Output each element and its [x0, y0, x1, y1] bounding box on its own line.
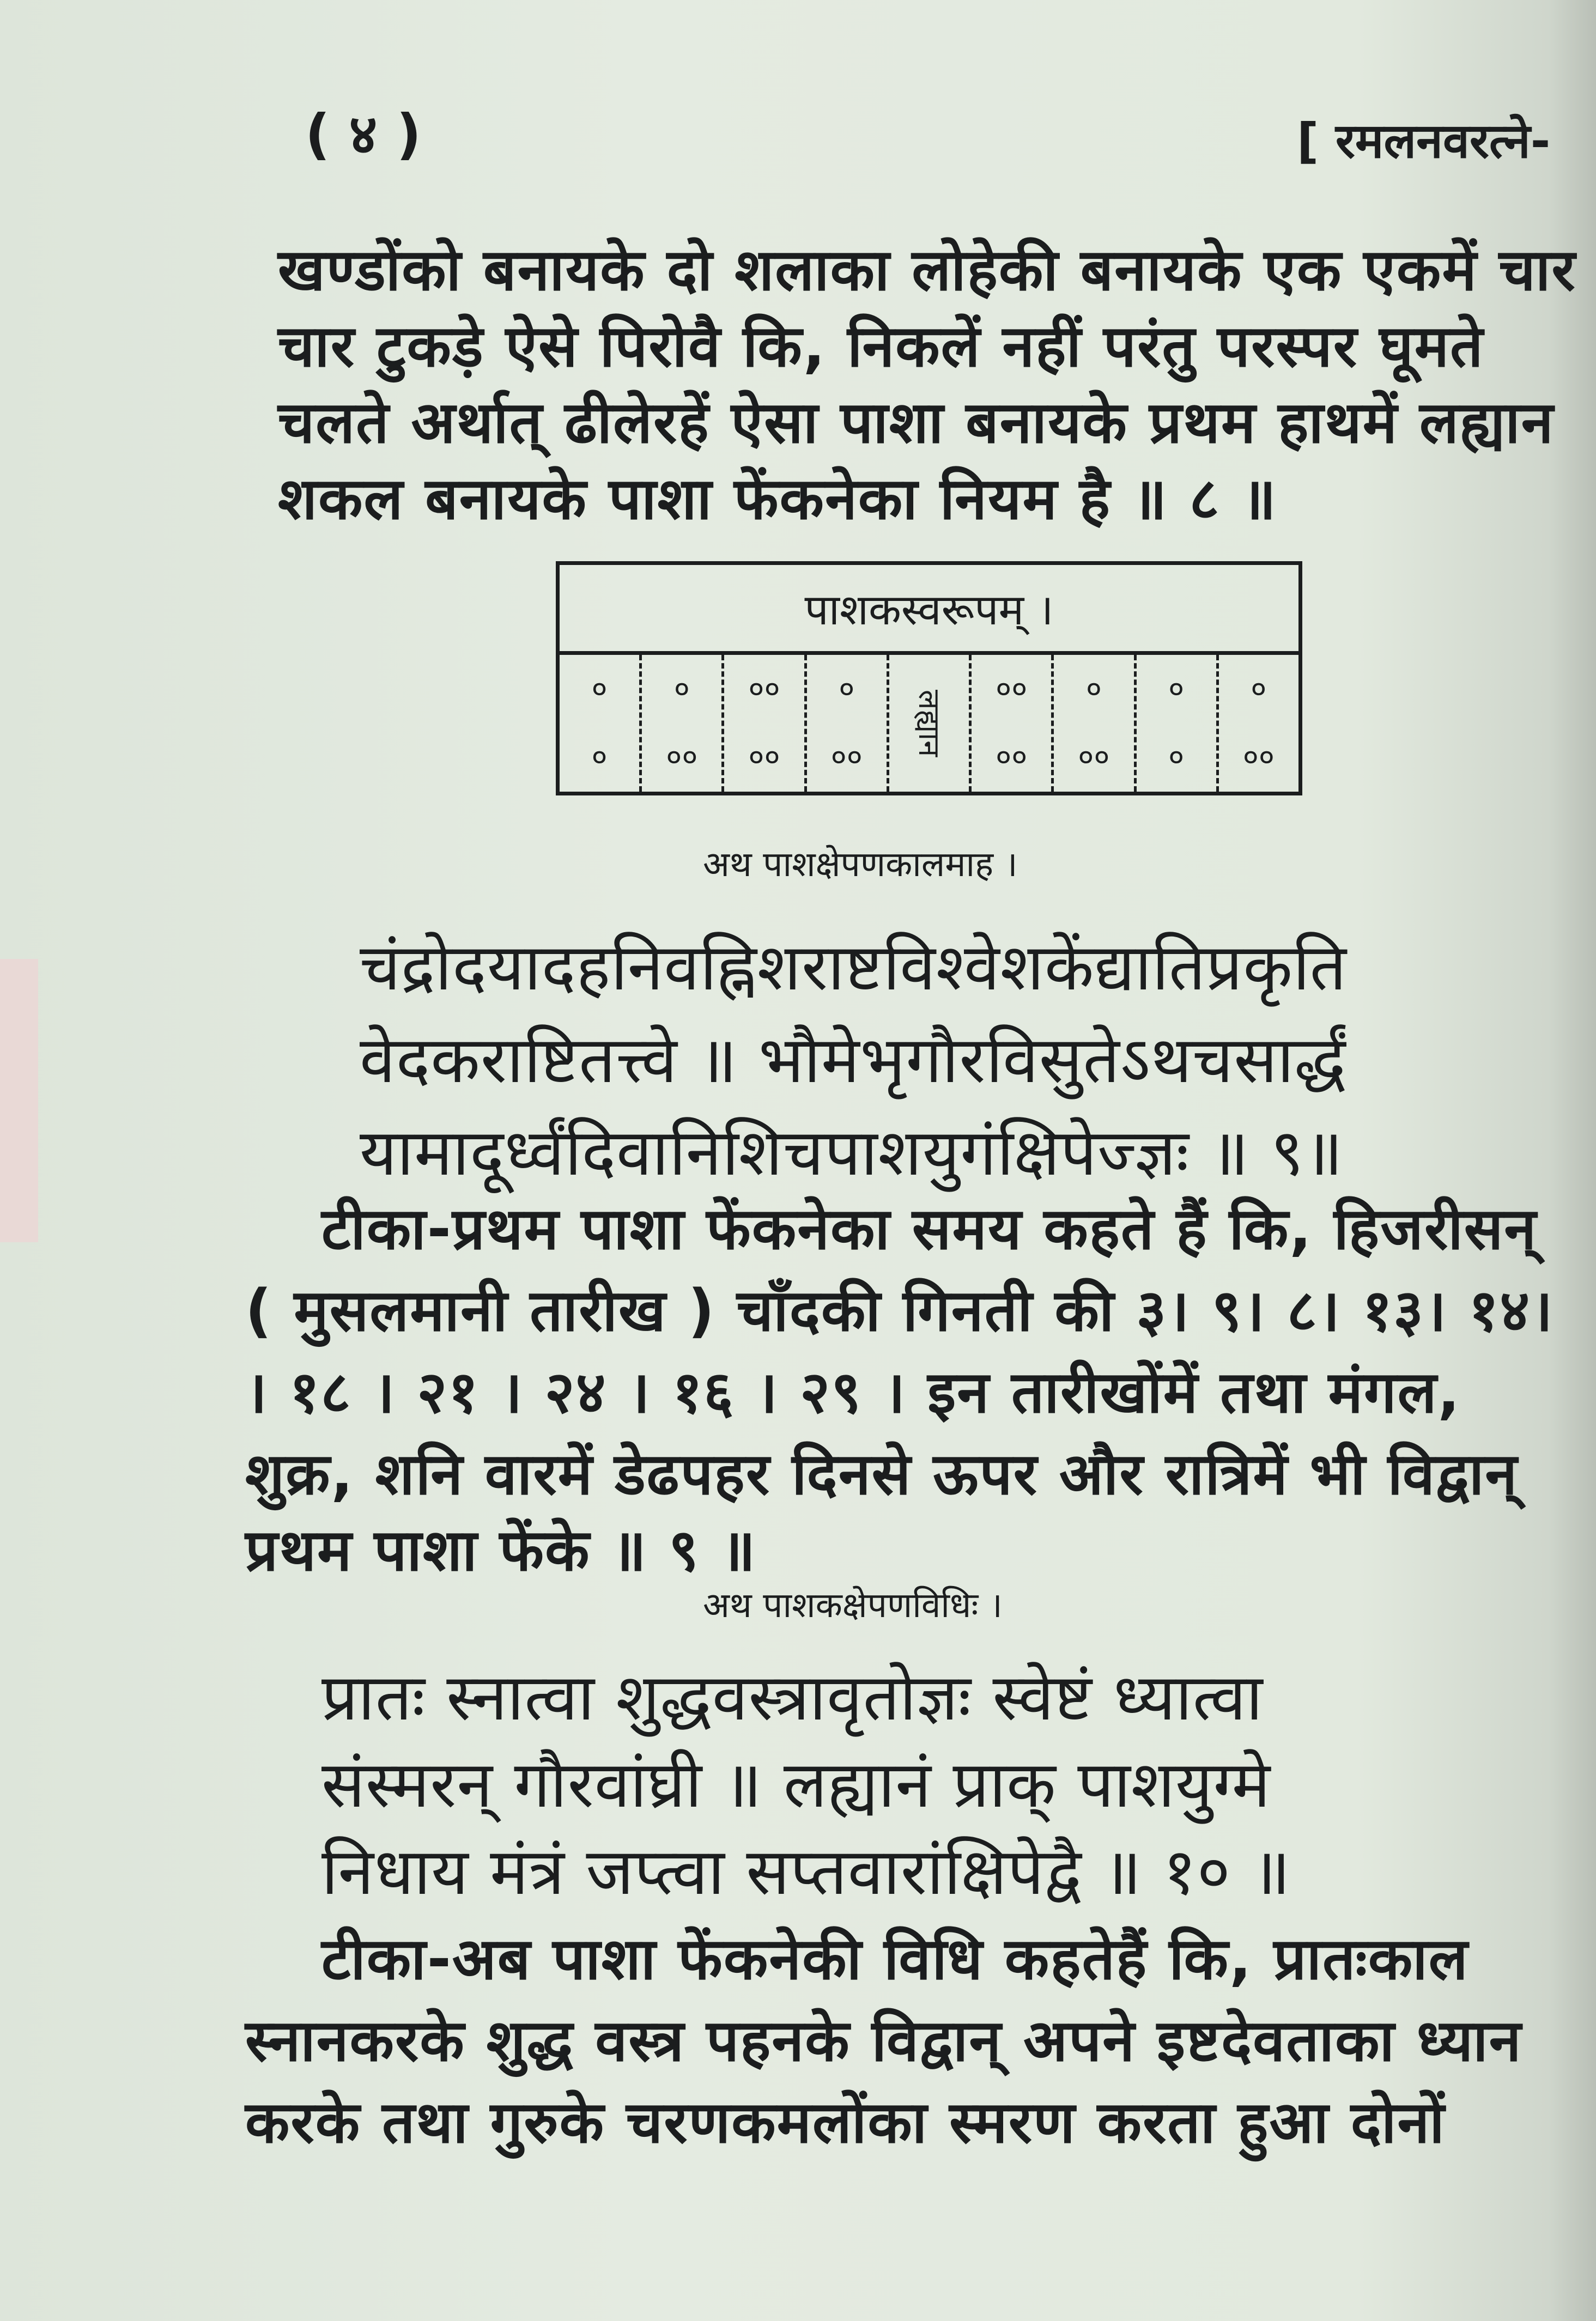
text-line: करके तथा गुरुके चरणकमलोंका स्मरण करता हुआ दोनों	[245, 2089, 1446, 2156]
cell-vertical-label: लह्यान	[912, 689, 946, 757]
table-cell-lahyan	[889, 655, 972, 792]
cell-bottom-dots: ०	[1168, 739, 1185, 775]
cell-top-dots: ००	[748, 671, 780, 707]
table-row	[560, 655, 1298, 792]
cell-top-dots: ०	[1168, 671, 1185, 707]
verse-line: निधाय मंत्रं जप्त्वा सप्तवारांक्षिपेद्वै ॥ १० ॥	[321, 1834, 1291, 1909]
table-cell	[1054, 655, 1136, 792]
table-cell	[972, 655, 1054, 792]
running-head: [ रमलनवरत्ने-	[1297, 113, 1551, 169]
text-line: चार टुकड़े ऐसे पिरोवै कि, निकलें नहीं परंतु परस्पर घूमते	[278, 313, 1484, 380]
page-number: ( ४ )	[305, 102, 422, 166]
text-line: टीका-प्रथम पाशा फेंकनेका समय कहते हैं कि, हिजरीसन्	[321, 1195, 1538, 1262]
text-line: चलते अर्थात् ढीलेरहें ऐसा पाशा बनायके प्रथम हाथमें लह्यान	[278, 389, 1555, 456]
cell-top-dots: ०	[1085, 671, 1102, 707]
text-line: शुक्र, शनि वारमें डेढपहर दिनसे ऊपर और रात्रिमें भी विद्वान्	[245, 1441, 1519, 1508]
table-cell	[560, 655, 642, 792]
verse-line: प्रातः स्नात्वा शुद्धवस्त्रावृतोज्ञः स्वेष्टं ध्यात्वा	[321, 1660, 1264, 1735]
cell-top-dots: ०	[591, 671, 608, 707]
cell-bottom-dots: ००	[996, 739, 1028, 775]
verse-line: चंद्रोदयादहनिवह्निशराष्टविश्वेशकेंद्यातिप्रकृति	[360, 929, 1347, 1005]
text-line: प्रथम पाशा फेंके ॥ ९ ॥	[245, 1517, 757, 1584]
cell-top-dots: ०	[839, 671, 855, 707]
cell-top-dots: ०	[673, 671, 690, 707]
section-heading: अथ पाशक्षेपणकालमाह ।	[703, 844, 1018, 885]
text-line: शकल बनायके पाशा फेंकनेका नियम है ॥ ८ ॥	[278, 465, 1277, 532]
table-cell	[642, 655, 724, 792]
text-line: । १८ । २१ । २४ । १६ । २९ । इन तारीखोंमें तथा मंगल,	[245, 1359, 1461, 1426]
verse-line: संस्मरन् गौरवांघ्री ॥ लह्यानं प्राक् पाशयुग्मे	[321, 1747, 1271, 1822]
cell-bottom-dots: ००	[1078, 739, 1110, 775]
verse-line: वेदकराष्टितत्त्वे ॥ भौमेभृगौरविसुतेऽथचसार्द्धं	[360, 1022, 1346, 1097]
cell-bottom-dots: ००	[666, 739, 698, 775]
pasha-shape-table	[556, 561, 1302, 795]
cell-bottom-dots: ००	[830, 739, 863, 775]
cell-bottom-dots: ००	[748, 739, 780, 775]
section-heading: अथ पाशकक्षेपणविधिः ।	[703, 1585, 1003, 1626]
table-cell	[807, 655, 889, 792]
cell-bottom-dots: ००	[1242, 739, 1275, 775]
verse-line: यामादूर्ध्वंदिवानिशिचपाशयुगंक्षिपेज्ज्ञः ॥ ९॥	[360, 1115, 1344, 1190]
text-line: ( मुसलमानी तारीख ) चाँदकी गिनती की ३। ९। ८। १३। १४।	[245, 1277, 1554, 1344]
table-cell	[1137, 655, 1219, 792]
table-cell	[724, 655, 806, 792]
page-edge-stain	[0, 959, 38, 1242]
cell-top-dots: ००	[996, 671, 1028, 707]
text-line: खण्डोंको बनायके दो शलाका लोहेकी बनायके एक एकमें चार	[278, 236, 1576, 303]
table-title: पाशकस्वरूपम् ।	[560, 565, 1298, 655]
cell-bottom-dots: ०	[591, 739, 608, 775]
text-line: टीका-अब पाशा फेंकनेकी विधि कहतेहैं कि, प्रातःकाल	[321, 1925, 1469, 1992]
cell-top-dots: ०	[1251, 671, 1267, 707]
table-cell	[1219, 655, 1298, 792]
text-line: स्नानकरके शुद्ध वस्त्र पहनके विद्वान् अपने इष्टदेवताका ध्यान	[245, 2007, 1522, 2074]
